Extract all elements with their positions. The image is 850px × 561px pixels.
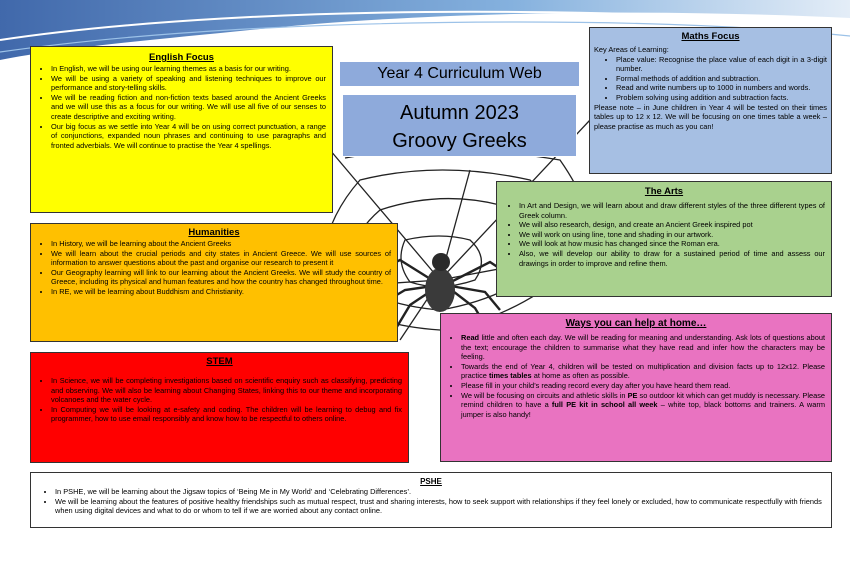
list-item: • We will be focusing on circuits and athletic skills in PE so outdoor kit which can get muddy is necessary. Please remind children to have a full PE kit in school all week – white top, black bottoms and trainers. A warm jumper is also handy!: [461, 391, 825, 420]
list-item: • In Art and Design, we will learn about and draw different styles of the three different types of Greek column.: [519, 201, 825, 220]
list-item: • In History, we will be learning about the Ancient Greeks: [51, 239, 391, 249]
pshe-list: [37, 487, 825, 516]
arts-panel: [496, 181, 832, 297]
list-item: • In English, we will be using our learning themes as a basis for our writing.: [51, 64, 326, 74]
list-item: • Formal methods of addition and subtraction.: [616, 74, 827, 84]
maths-focus-panel: [589, 27, 832, 174]
list-item: • We will be learning about the features of positive healthy friendships such as mutual respect, trust and sharing interests, how to seek support with relationships if they feel lonely or excluded, how to communicate respectfully with friends when using digital devices and what to do or whom to tell if we are worried about any contact online.: [55, 497, 825, 516]
list-item: • In Science, we will be completing investigations based on scientific enquiry such as classifying, predicting and observing. We will also be learning about Changing States, linking this to our theme and incorporating volcanoes and the water cycle.: [51, 376, 402, 405]
list-item: • We will be reading fiction and non-fiction texts based around the Ancient Greeks and we will use this as a focus for our writing. We will use all five of our senses to create descriptive and exciting writing.: [51, 93, 326, 122]
english-list: [37, 64, 326, 150]
list-item: • In PSHE, we will be learning about the Jigsaw topics of ‘Being Me in My World’ and ‘Celebrating Differences’.: [55, 487, 825, 497]
list-item: • Place value: Recognise the place value of each digit in a 3-digit number.: [616, 55, 827, 74]
maths-list: [594, 55, 827, 103]
help-list: [447, 333, 825, 419]
list-item: • Problem solving using addition and subtraction facts.: [616, 93, 827, 103]
help-heading: Ways you can help at home…: [565, 318, 707, 329]
humanities-list: [37, 239, 391, 297]
pshe-heading: PSHE: [420, 477, 442, 486]
list-item: • We will work on using line, tone and shading in our artwork.: [519, 230, 825, 240]
list-item: • We will learn about the crucial periods and city states in Ancient Greece. We will use sources of information to answer questions about the past and organise our research to present it: [51, 249, 391, 268]
stem-panel: [30, 352, 409, 463]
stem-list: [37, 376, 402, 424]
humanities-heading: Humanities: [188, 227, 240, 238]
term-banner: [342, 94, 577, 157]
list-item: • Our Geography learning will link to our learning about the Ancient Greeks. We will study the country of Greece, including its physical and human features and how the country has changed throughout time.: [51, 268, 391, 287]
list-item: • Our big focus as we settle into Year 4 will be on using correct punctuation, a range of conjunctions, expanded noun phrases and continuing to use paragraphs and fronted adverbials. We will continue to practise the Year 4 spellings.: [51, 122, 326, 151]
maths-note: Please note – in June children in Year 4 will be tested on their times tables up to 12 x 12. We will be focusing on one times table a week – please practise as much as you can!: [594, 102, 827, 131]
list-item: • In RE, we will be learning about Buddhism and Christianity.: [51, 287, 391, 297]
list-item: • Please fill in your child’s reading record every day after you have heard them read.: [461, 381, 825, 391]
spider-head: [432, 253, 450, 271]
list-item: • Read and write numbers up to 1000 in numbers and words.: [616, 83, 827, 93]
list-item: • In Computing we will be looking at e-safety and coding. The children will be learning to debug and fix programmer, how to use email responsibly and know how to be respectful to others online.: [51, 405, 402, 424]
humanities-panel: [30, 223, 398, 342]
pshe-panel: [30, 472, 832, 528]
english-heading: English Focus: [149, 52, 214, 63]
english-focus-panel: [30, 46, 333, 213]
spider-body: [425, 268, 455, 312]
list-item: • Read little and often each day. We will be reading for meaning and understanding. Ask lots of questions about the text; encourage the children to summarise what they have read and infer how the characters may be feeling.: [461, 333, 825, 362]
page-title: Year 4 Curriculum Web: [377, 65, 542, 82]
stem-heading: STEM: [206, 356, 233, 367]
list-item: • Towards the end of Year 4, children will be tested on multiplication and division facts up to 12x12. Please practice times tables at home as often as possible.: [461, 362, 825, 381]
maths-heading: Maths Focus: [681, 31, 740, 42]
title-banner: [340, 62, 579, 86]
help-at-home-panel: [440, 313, 832, 462]
list-item: • Also, we will develop our ability to draw for a sustained period of time and assess our drawings in order to improve and refine them.: [519, 249, 825, 268]
list-item: • We will also research, design, and create an Ancient Greek inspired pot: [519, 220, 825, 230]
list-item: • We will be using a variety of speaking and listening techniques to improve our performance and story-telling skills.: [51, 74, 326, 93]
arts-heading: The Arts: [644, 186, 684, 197]
term-title: Autumn 2023: [400, 102, 519, 124]
maths-intro: Key Areas of Learning:: [594, 45, 669, 54]
arts-list: [503, 201, 825, 268]
list-item: • We will look at how music has changed since the Roman era.: [519, 239, 825, 249]
term-topic: Groovy Greeks: [392, 130, 527, 152]
